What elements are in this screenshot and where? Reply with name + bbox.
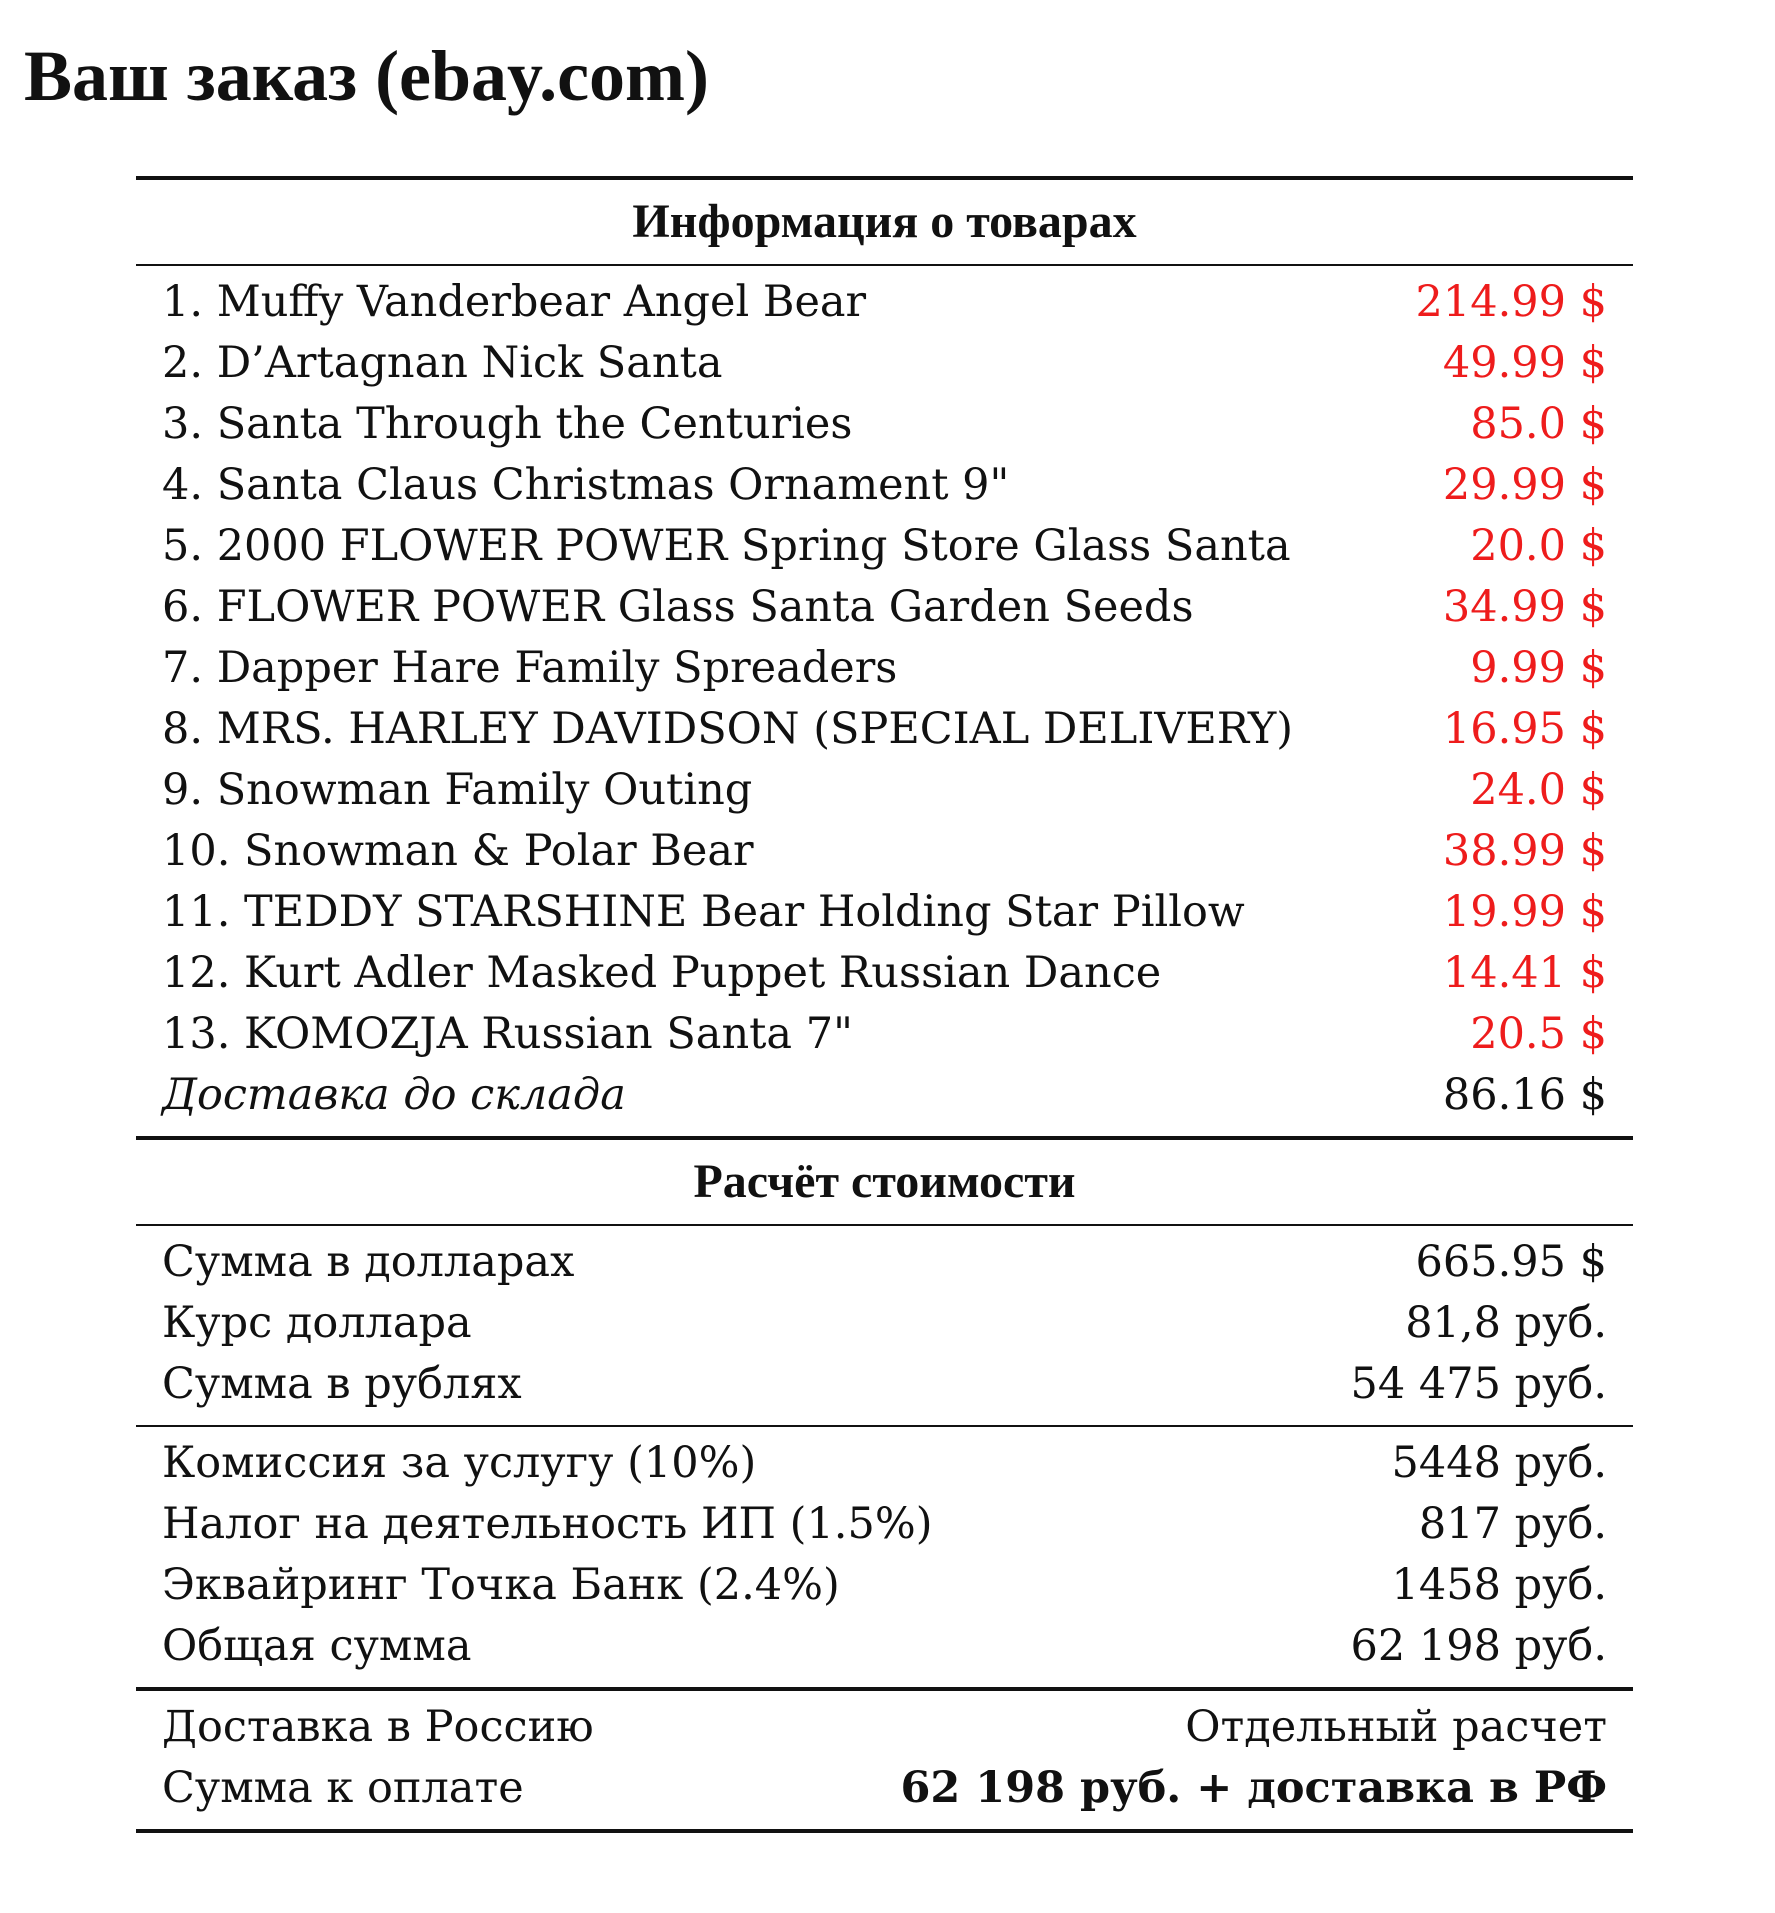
item-row-5 (136, 516, 1633, 577)
item-row-4 (136, 455, 1633, 516)
acquiring-row (136, 1555, 1633, 1616)
to-pay-label: Сумма к оплате (162, 1763, 524, 1813)
item-price: 85.0 $ (1470, 399, 1607, 449)
item-label: 5. 2000 FLOWER POWER Spring Store Glass Santa (162, 521, 1291, 571)
sum-rub-value: 54 475 руб. (1350, 1359, 1607, 1409)
commission-value: 5448 руб. (1391, 1438, 1607, 1488)
item-row-3 (136, 394, 1633, 455)
item-row-13 (136, 1004, 1633, 1065)
item-label: 7. Dapper Hare Family Spreaders (162, 643, 898, 693)
item-price: 29.99 $ (1442, 460, 1607, 510)
to-pay-value: 62 198 руб. + доставка в РФ (900, 1763, 1607, 1813)
items-list (136, 266, 1633, 1136)
item-price: 20.5 $ (1470, 1009, 1607, 1059)
item-label: 2. D’Artagnan Nick Santa (162, 338, 723, 388)
commission-label: Комиссия за услугу (10%) (162, 1438, 757, 1488)
item-row-8 (136, 699, 1633, 760)
item-price: 14.41 $ (1442, 948, 1607, 998)
acquiring-value: 1458 руб. (1391, 1560, 1607, 1610)
to-pay-row (136, 1758, 1633, 1819)
total-label: Общая сумма (162, 1621, 472, 1671)
calc-group-1 (136, 1226, 1633, 1425)
russia-shipping-value: Отдельный расчет (1185, 1702, 1607, 1752)
warehouse-shipping-label: Доставка до склада (162, 1070, 626, 1120)
item-label: 12. Kurt Adler Masked Puppet Russian Dance (162, 948, 1162, 998)
item-row-10 (136, 821, 1633, 882)
sum-usd-label: Сумма в долларах (162, 1237, 575, 1287)
item-label: 11. TEDDY STARSHINE Bear Holding Star Pillow (162, 887, 1245, 937)
order-table (136, 176, 1633, 1833)
item-price: 34.99 $ (1442, 582, 1607, 632)
tax-label: Налог на деятельность ИП (1.5%) (162, 1499, 933, 1549)
russia-shipping-label: Доставка в Россию (162, 1702, 594, 1752)
item-label: 3. Santa Through the Centuries (162, 399, 853, 449)
item-row-2 (136, 333, 1633, 394)
rate-row (136, 1293, 1633, 1354)
page-title: Ваш заказ (ebay.com) (24, 36, 709, 116)
item-label: 13. KOMOZJA Russian Santa 7" (162, 1009, 853, 1059)
tax-row (136, 1494, 1633, 1555)
item-row-1 (136, 272, 1633, 333)
item-label: 6. FLOWER POWER Glass Santa Garden Seeds (162, 582, 1194, 632)
items-section-header: Информация о товарах (632, 195, 1137, 248)
item-price: 16.95 $ (1442, 704, 1607, 754)
commission-row (136, 1433, 1633, 1494)
item-price: 49.99 $ (1442, 338, 1607, 388)
item-price: 19.99 $ (1442, 887, 1607, 937)
item-price: 20.0 $ (1470, 521, 1607, 571)
calc-group-2 (136, 1427, 1633, 1687)
item-label: 1. Muffy Vanderbear Angel Bear (162, 277, 867, 327)
calc-section-header: Расчёт стоимости (693, 1155, 1076, 1208)
sum-usd-value: 665.95 $ (1415, 1237, 1607, 1287)
rate-label: Курс доллара (162, 1298, 472, 1348)
item-price: 24.0 $ (1470, 765, 1607, 815)
total-value: 62 198 руб. (1350, 1621, 1607, 1671)
sum-usd-row (136, 1232, 1633, 1293)
item-label: 10. Snowman & Polar Bear (162, 826, 754, 876)
item-price: 38.99 $ (1442, 826, 1607, 876)
item-price: 214.99 $ (1415, 277, 1607, 327)
sum-rub-label: Сумма в рублях (162, 1359, 522, 1409)
table-bottom-rule (136, 1829, 1633, 1833)
tax-value: 817 руб. (1418, 1499, 1607, 1549)
item-label: 8. MRS. HARLEY DAVIDSON (SPECIAL DELIVERY) (162, 704, 1293, 754)
item-price: 9.99 $ (1470, 643, 1607, 693)
rate-value: 81,8 руб. (1405, 1298, 1607, 1348)
acquiring-label: Эквайринг Точка Банк (2.4%) (162, 1560, 840, 1610)
total-row (136, 1616, 1633, 1677)
item-row-11 (136, 882, 1633, 943)
warehouse-shipping-value: 86.16 $ (1442, 1070, 1607, 1120)
sum-rub-row (136, 1354, 1633, 1415)
item-label: 9. Snowman Family Outing (162, 765, 753, 815)
item-row-7 (136, 638, 1633, 699)
warehouse-shipping-row (136, 1065, 1633, 1126)
russia-shipping-row (136, 1697, 1633, 1758)
final-group (136, 1691, 1633, 1829)
item-row-6 (136, 577, 1633, 638)
item-label: 4. Santa Claus Christmas Ornament 9" (162, 460, 1010, 510)
item-row-9 (136, 760, 1633, 821)
item-row-12 (136, 943, 1633, 1004)
